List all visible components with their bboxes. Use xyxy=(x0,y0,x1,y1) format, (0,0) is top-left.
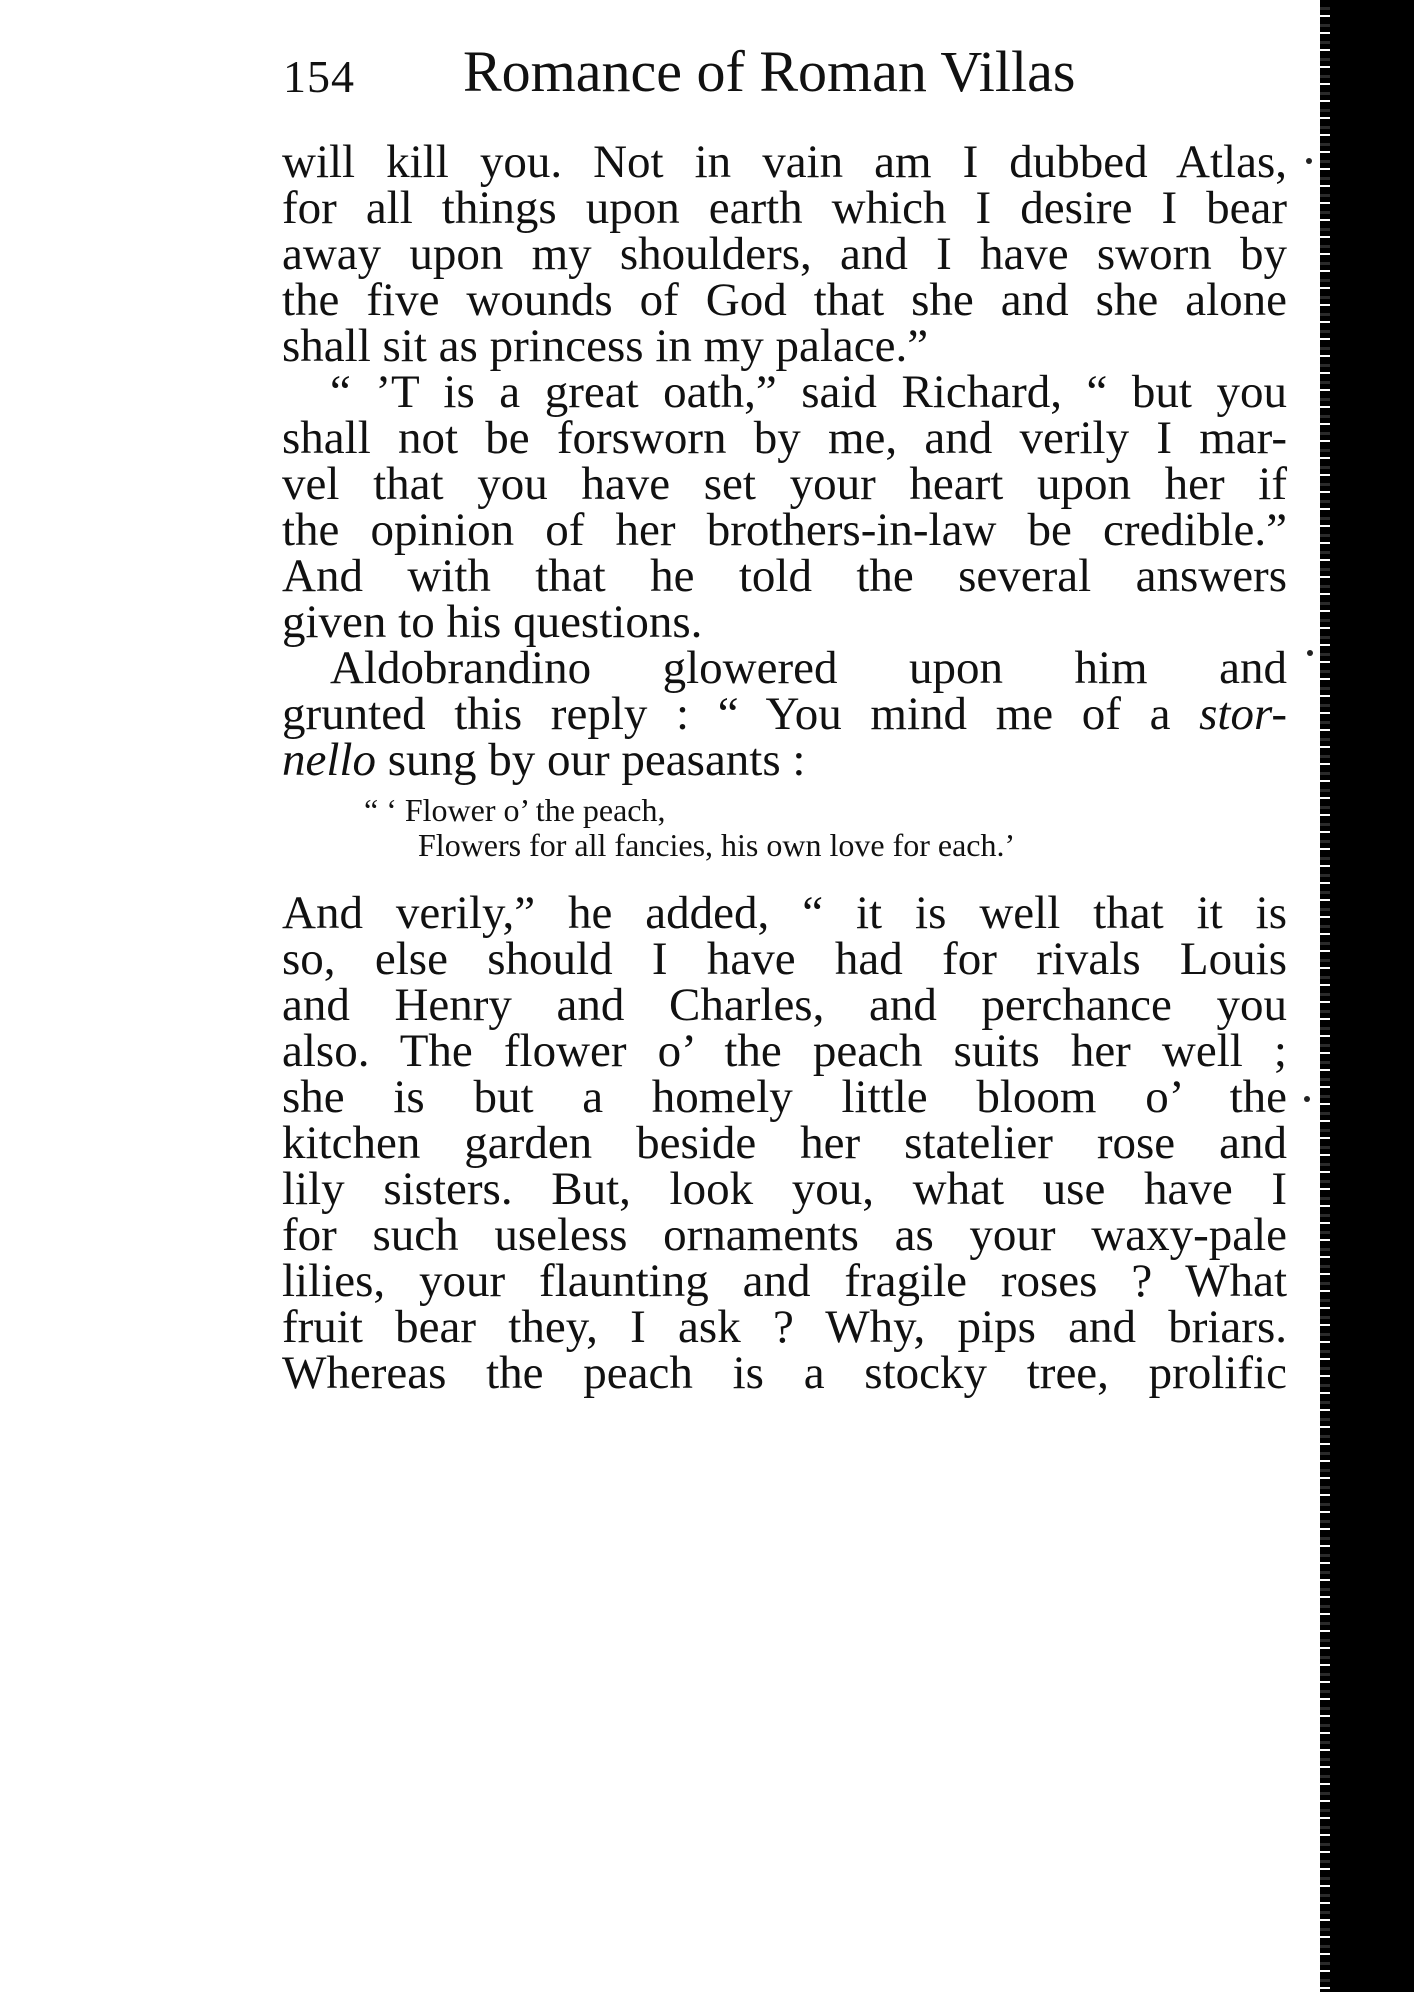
text-line: and Henry and Charles, and perchance you xyxy=(282,979,1287,1031)
text-line: shall sit as princess in my palace.” xyxy=(282,320,929,372)
text-run: grunted this reply : “ You mind me of a xyxy=(282,688,1200,740)
verse-line: Flowers for all fancies, his own love for each.’ xyxy=(418,827,1016,863)
text-line: will kill you. Not in vain am I dubbed Atlas, xyxy=(282,136,1287,188)
text-line: kitchen garden beside her statelier rose and xyxy=(282,1117,1287,1169)
text-line: “ ’T is a great oath,” said Richard, “ but you xyxy=(330,366,1287,418)
text-line: lily sisters. But, look you, what use have I xyxy=(282,1163,1287,1215)
text-line: Whereas the peach is a stocky tree, prolific xyxy=(282,1347,1287,1399)
scan-speck xyxy=(1307,650,1313,656)
text-line: lilies, your flaunting and fragile roses ? What xyxy=(282,1255,1287,1307)
text-line: vel that you have set your heart upon her if xyxy=(282,458,1287,510)
running-title: Romance of Roman Villas xyxy=(463,39,1076,104)
text-line: shall not be forsworn by me, and verily I mar- xyxy=(282,412,1287,464)
text-line: the opinion of her brothers-in-law be credible.” xyxy=(282,504,1287,556)
text-line: given to his questions. xyxy=(282,596,703,648)
text-line: she is but a homely little bloom o’ the xyxy=(282,1071,1287,1123)
italic-word: nello xyxy=(282,734,376,786)
text-line: away upon my shoulders, and I have sworn by xyxy=(282,228,1287,280)
scan-speck xyxy=(1306,158,1312,164)
text-run: sung by our peasants : xyxy=(375,734,806,786)
page-number: 154 xyxy=(283,51,355,102)
text-line: for all things upon earth which I desire I bear xyxy=(282,182,1287,234)
text-line: also. The flower o’ the peach suits her well ; xyxy=(282,1025,1287,1077)
italic-word: stor- xyxy=(1199,688,1287,740)
text-line xyxy=(282,730,1287,790)
text-line: the five wounds of God that she and she alone xyxy=(282,274,1287,326)
text-line: fruit bear they, I ask ? Why, pips and briars. xyxy=(282,1301,1287,1353)
text-line: And with that he told the several answers xyxy=(282,550,1287,602)
text-line: And verily,” he added, “ it is well that it is xyxy=(282,887,1287,939)
scan-gutter-shadow xyxy=(1330,0,1414,1992)
scan-speck xyxy=(1304,1096,1310,1102)
verse-line: “ ‘ Flower o’ the peach, xyxy=(364,792,666,828)
text-line: so, else should I have had for rivals Louis xyxy=(282,933,1287,985)
running-head xyxy=(283,38,1283,118)
text-line: for such useless ornaments as your waxy-pale xyxy=(282,1209,1287,1261)
text-line: Aldobrandino glowered upon him and xyxy=(330,642,1287,694)
